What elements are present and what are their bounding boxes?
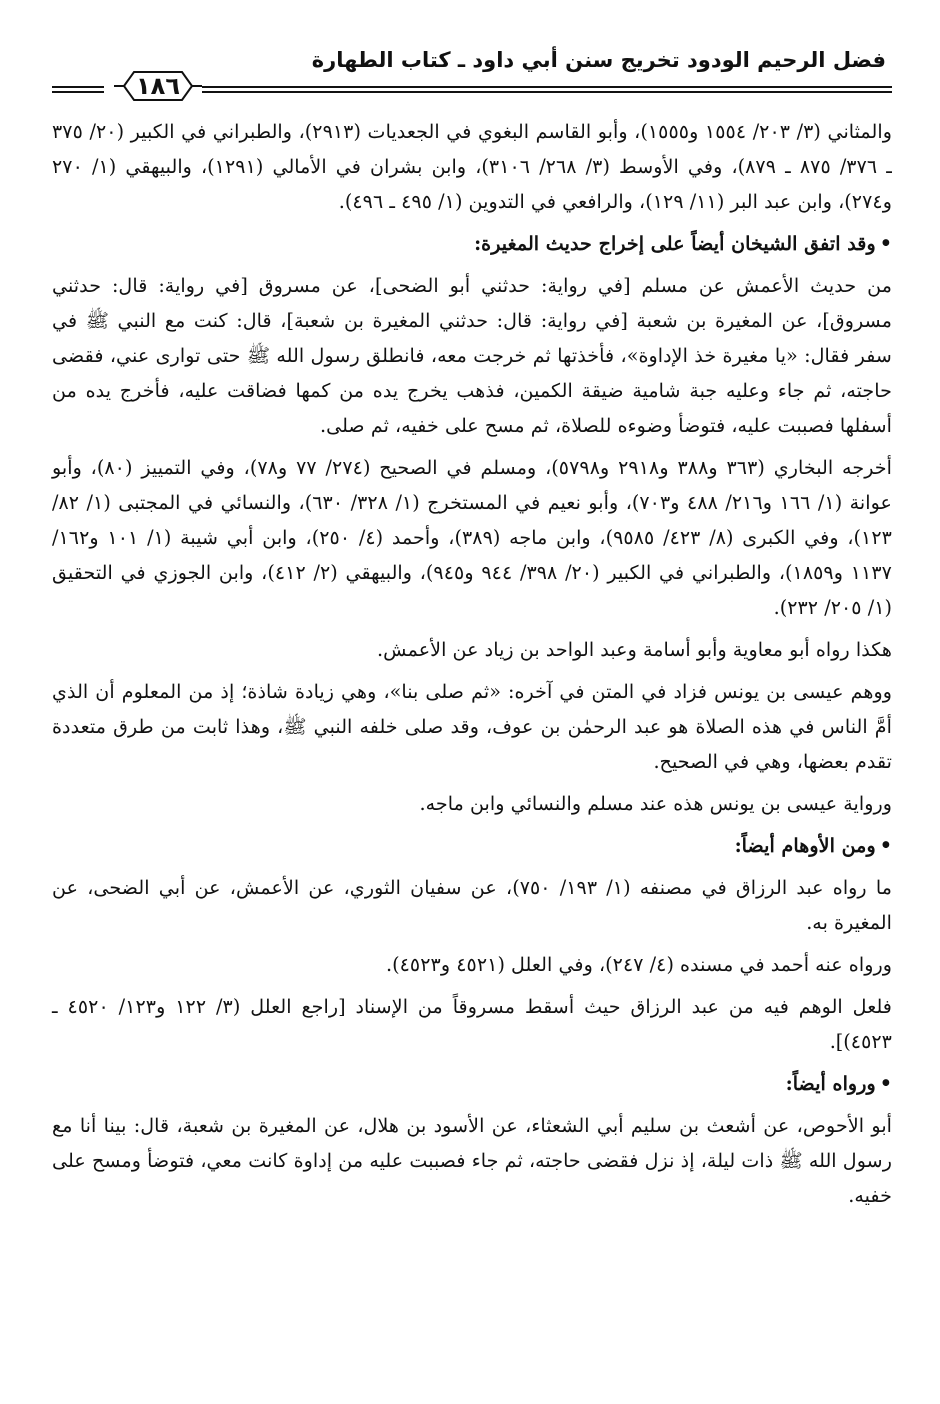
header-rule-left [52,86,104,96]
paragraph: من حديث الأعمش عن مسلم [في رواية: حدثني أبو الضحى]، عن مسروق [في رواية: قال: حدثني مسروق]، عن المغيرة بن شعبة [في رواية: قال: حدثني المغيرة بن شعبة]، قال: كنت مع النبي ﷺ في سفر فقال: «يا مغيرة خذ الإداوة»، فأخذتها ثم خرجت معه، فانطلق رسول الله ﷺ حتى توارى عني، فقضى حاجته، ثم جاء وعليه جبة شامية ضيقة الكمين، فذهب يخرج يده من كمها فضاقت عليه، فأخرج يده من أسفلها فصببت عليه، فتوضأ وضوءه للصلاة، ثم مسح على خفيه، ثم صلى. [52,274,892,437]
bullet-icon: • [879,1072,892,1095]
body-text [52,114,892,1213]
paragraph: أبو الأحوص، عن أشعث بن سليم أبي الشعثاء، عن الأسود بن هلال، عن المغيرة بن شعبة، قال: بينا أنا مع رسول الله ﷺ ذات ليلة، إذ نزل فقضى حاجته، ثم جاء فصببت عليه من إداوة كانت معي، فتوضأ ومسح على خفيه. [52,1114,892,1207]
paragraph: فلعل الوهم فيه من عبد الرزاق حيث أسقط مسروقاً من الإسناد [راجع العلل (٣/ ١٢٢ و١٢٣/ ٤٥٢٠ ـ ٤٥٢٣)]. [52,995,892,1053]
section-heading: •ورواه أيضاً: [785,1072,892,1095]
paragraph: أخرجه البخاري (٣٦٣ و٣٨٨ و٢٩١٨ و٥٧٩٨)، ومسلم في الصحيح (٢٧٤/ ٧٧ و٧٨)، وفي التمييز (٨٠)، وأبو عوانة (١/ ١٦٦ و٢١٦/ ٤٨٨ و٧٠٣)، وأبو نعيم في المستخرج (١/ ٣٢٨/ ٦٣٠)، والنسائي في المجتبى (١/ ٨٢/ ١٢٣)، وفي الكبرى (٨/ ٤٢٣/ ٩٥٨٥)، وابن ماجه (٣٨٩)، وأحمد (٤/ ٢٥٠)، وابن أبي شيبة (١/ ١٠١ و١٦٢/ ١١٣٧ و١٨٥٩)، والطبراني في الكبير (٢٠/ ٣٩٨/ ٩٤٤ و٩٤٥)، والبيهقي (٢/ ٤١٢)، وابن الجوزي في التحقيق (١/ ٢٠٥/ ٢٣٢). [52,456,892,619]
book-page [52,42,892,1220]
section-heading: •ومن الأوهام أيضاً: [734,834,892,857]
header-rule-right [202,86,892,96]
bullet-icon: • [879,232,892,255]
paragraph: والمثاني (٣/ ٢٠٣/ ١٥٥٤ و١٥٥٥)، وأبو القاسم البغوي في الجعديات (٢٩١٣)، والطبراني في الكبير (٢٠/ ٣٧٥ ـ ٣٧٦/ ٨٧٥ ـ ٨٧٩)، وفي الأوسط (٣/ ٢٦٨/ ٣١٠٦)، وابن بشران في الأمالي (١٢٩١)، والبيهقي (١/ ٢٧٠ و٢٧٤)، وابن عبد البر (١١/ ١٢٩)، والرافعي في التدوين (١/ ٤٩٥ ـ ٤٩٦). [52,120,892,213]
page-number: ١٨٦ [136,72,180,100]
paragraph: هكذا رواه أبو معاوية وأبو أسامة وعبد الواحد بن زياد عن الأعمش. [377,638,892,661]
paragraph: ورواية عيسى بن يونس هذه عند مسلم والنسائي وابن ماجه. [419,792,892,815]
section-heading: •وقد اتفق الشيخان أيضاً على إخراج حديث المغيرة: [474,232,892,255]
page-number-frame [110,68,206,104]
paragraph: ما رواه عبد الرزاق في مصنفه (١/ ١٩٣/ ٧٥٠)، عن سفيان الثوري، عن الأعمش، عن أبي الضحى، عن المغيرة به. [52,876,892,934]
paragraph: ووهم عيسى بن يونس فزاد في المتن في آخره: «ثم صلى بنا»، وهي زيادة شاذة؛ إذ من المعلوم أن الذي أمَّ الناس في هذه الصلاة هو عبد الرحمٰن بن عوف، وقد صلى خلفه النبي ﷺ، وهذا ثابت من طرق متعددة تقدم بعضها، وهي في الصحيح. [52,680,892,773]
running-title: فضل الرحيم الودود تخريج سنن أبي داود ـ كتاب الطهارة [311,48,886,72]
bullet-icon: • [879,834,892,857]
page-header [52,42,892,104]
paragraph: ورواه عنه أحمد في مسنده (٤/ ٢٤٧)، وفي العلل (٤٥٢١ و٤٥٢٣). [386,953,892,976]
